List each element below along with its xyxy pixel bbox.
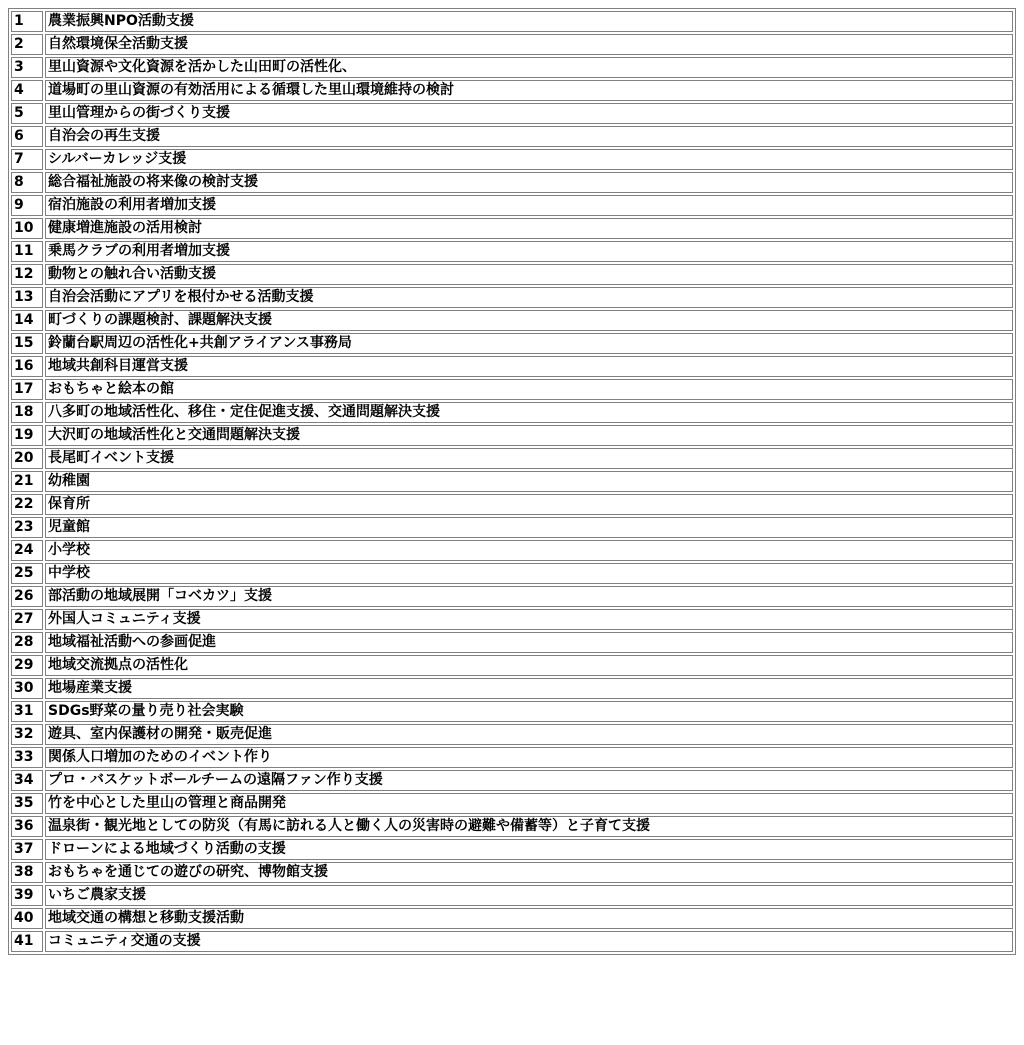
row-number-cell: 16 (11, 356, 43, 377)
table-row (11, 793, 1013, 814)
project-title-cell: 自然環境保全活動支援 (45, 34, 1013, 55)
table-row (11, 310, 1013, 331)
table-row (11, 80, 1013, 101)
table-row (11, 379, 1013, 400)
row-number-cell: 33 (11, 747, 43, 768)
table-row (11, 402, 1013, 423)
row-number-cell: 20 (11, 448, 43, 469)
row-number-cell: 27 (11, 609, 43, 630)
project-title-cell: 地域交流拠点の活性化 (45, 655, 1013, 676)
project-title-cell: 長尾町イベント支援 (45, 448, 1013, 469)
project-title-cell: SDGs野菜の量り売り社会実験 (45, 701, 1013, 722)
row-number-cell: 6 (11, 126, 43, 147)
row-number-cell: 17 (11, 379, 43, 400)
row-number-cell: 30 (11, 678, 43, 699)
table-row (11, 609, 1013, 630)
project-title-cell: プロ・バスケットボールチームの遠隔ファン作り支援 (45, 770, 1013, 791)
project-title-cell: いちご農家支援 (45, 885, 1013, 906)
row-number-cell: 7 (11, 149, 43, 170)
row-number-cell: 2 (11, 34, 43, 55)
table-row (11, 931, 1013, 952)
project-title-cell: 関係人口増加のためのイベント作り (45, 747, 1013, 768)
project-title-cell: ドローンによる地域づくり活動の支援 (45, 839, 1013, 860)
row-number-cell: 22 (11, 494, 43, 515)
project-table (8, 8, 1016, 955)
project-list-container (8, 8, 1016, 955)
table-body (11, 11, 1013, 952)
table-row (11, 839, 1013, 860)
table-row (11, 356, 1013, 377)
row-number-cell: 25 (11, 563, 43, 584)
row-number-cell: 40 (11, 908, 43, 929)
row-number-cell: 14 (11, 310, 43, 331)
project-title-cell: 道場町の里山資源の有効活用による循環した里山環境維持の検討 (45, 80, 1013, 101)
project-title-cell: 地域福祉活動への参画促進 (45, 632, 1013, 653)
table-row (11, 172, 1013, 193)
table-row (11, 655, 1013, 676)
row-number-cell: 26 (11, 586, 43, 607)
table-row (11, 724, 1013, 745)
row-number-cell: 38 (11, 862, 43, 883)
table-row (11, 11, 1013, 32)
table-row (11, 540, 1013, 561)
table-row (11, 149, 1013, 170)
row-number-cell: 36 (11, 816, 43, 837)
row-number-cell: 23 (11, 517, 43, 538)
table-row (11, 770, 1013, 791)
row-number-cell: 31 (11, 701, 43, 722)
project-title-cell: 農業振興NPO活動支援 (45, 11, 1013, 32)
row-number-cell: 28 (11, 632, 43, 653)
table-row (11, 103, 1013, 124)
table-row (11, 126, 1013, 147)
row-number-cell: 37 (11, 839, 43, 860)
table-row (11, 471, 1013, 492)
table-row (11, 448, 1013, 469)
row-number-cell: 19 (11, 425, 43, 446)
row-number-cell: 29 (11, 655, 43, 676)
table-row (11, 586, 1013, 607)
table-row (11, 333, 1013, 354)
project-title-cell: コミュニティ交通の支援 (45, 931, 1013, 952)
table-row (11, 425, 1013, 446)
row-number-cell: 12 (11, 264, 43, 285)
project-title-cell: 地域交通の構想と移動支援活動 (45, 908, 1013, 929)
row-number-cell: 11 (11, 241, 43, 262)
project-title-cell: 町づくりの課題検討、課題解決支援 (45, 310, 1013, 331)
table-row (11, 494, 1013, 515)
row-number-cell: 34 (11, 770, 43, 791)
row-number-cell: 8 (11, 172, 43, 193)
row-number-cell: 32 (11, 724, 43, 745)
row-number-cell: 5 (11, 103, 43, 124)
project-title-cell: 遊具、室内保護材の開発・販売促進 (45, 724, 1013, 745)
project-title-cell: 健康増進施設の活用検討 (45, 218, 1013, 239)
table-row (11, 908, 1013, 929)
row-number-cell: 24 (11, 540, 43, 561)
row-number-cell: 13 (11, 287, 43, 308)
table-row (11, 816, 1013, 837)
table-row (11, 747, 1013, 768)
project-title-cell: 小学校 (45, 540, 1013, 561)
project-title-cell: 鈴蘭台駅周辺の活性化+共創アライアンス事務局 (45, 333, 1013, 354)
project-title-cell: 大沢町の地域活性化と交通問題解決支援 (45, 425, 1013, 446)
project-title-cell: 地場産業支援 (45, 678, 1013, 699)
row-number-cell: 35 (11, 793, 43, 814)
project-title-cell: 部活動の地域展開「コベカツ」支援 (45, 586, 1013, 607)
project-title-cell: おもちゃを通じての遊びの研究、博物館支援 (45, 862, 1013, 883)
row-number-cell: 9 (11, 195, 43, 216)
project-title-cell: 乗馬クラブの利用者増加支援 (45, 241, 1013, 262)
row-number-cell: 15 (11, 333, 43, 354)
project-title-cell: おもちゃと絵本の館 (45, 379, 1013, 400)
table-row (11, 862, 1013, 883)
project-title-cell: 自治会活動にアプリを根付かせる活動支援 (45, 287, 1013, 308)
project-title-cell: 総合福祉施設の将来像の検討支援 (45, 172, 1013, 193)
project-title-cell: シルバーカレッジ支援 (45, 149, 1013, 170)
table-row (11, 218, 1013, 239)
table-row (11, 57, 1013, 78)
project-title-cell: 里山管理からの街づくり支援 (45, 103, 1013, 124)
project-title-cell: 宿泊施設の利用者増加支援 (45, 195, 1013, 216)
table-row (11, 264, 1013, 285)
row-number-cell: 41 (11, 931, 43, 952)
project-title-cell: 児童館 (45, 517, 1013, 538)
project-title-cell: 中学校 (45, 563, 1013, 584)
table-row (11, 517, 1013, 538)
table-row (11, 241, 1013, 262)
project-title-cell: 保育所 (45, 494, 1013, 515)
project-title-cell: 外国人コミュニティ支援 (45, 609, 1013, 630)
project-title-cell: 動物との触れ合い活動支援 (45, 264, 1013, 285)
project-title-cell: 八多町の地域活性化、移住・定住促進支援、交通問題解決支援 (45, 402, 1013, 423)
table-row (11, 563, 1013, 584)
project-title-cell: 温泉街・観光地としての防災（有馬に訪れる人と働く人の災害時の避難や備蓄等）と子育て支援 (45, 816, 1013, 837)
row-number-cell: 4 (11, 80, 43, 101)
table-row (11, 195, 1013, 216)
project-title-cell: 地域共創科目運営支援 (45, 356, 1013, 377)
row-number-cell: 18 (11, 402, 43, 423)
table-row (11, 632, 1013, 653)
project-title-cell: 竹を中心とした里山の管理と商品開発 (45, 793, 1013, 814)
row-number-cell: 21 (11, 471, 43, 492)
row-number-cell: 3 (11, 57, 43, 78)
table-row (11, 885, 1013, 906)
project-title-cell: 幼稚園 (45, 471, 1013, 492)
project-title-cell: 自治会の再生支援 (45, 126, 1013, 147)
table-row (11, 701, 1013, 722)
row-number-cell: 1 (11, 11, 43, 32)
table-row (11, 287, 1013, 308)
table-row (11, 34, 1013, 55)
table-row (11, 678, 1013, 699)
row-number-cell: 10 (11, 218, 43, 239)
row-number-cell: 39 (11, 885, 43, 906)
project-title-cell: 里山資源や文化資源を活かした山田町の活性化、 (45, 57, 1013, 78)
